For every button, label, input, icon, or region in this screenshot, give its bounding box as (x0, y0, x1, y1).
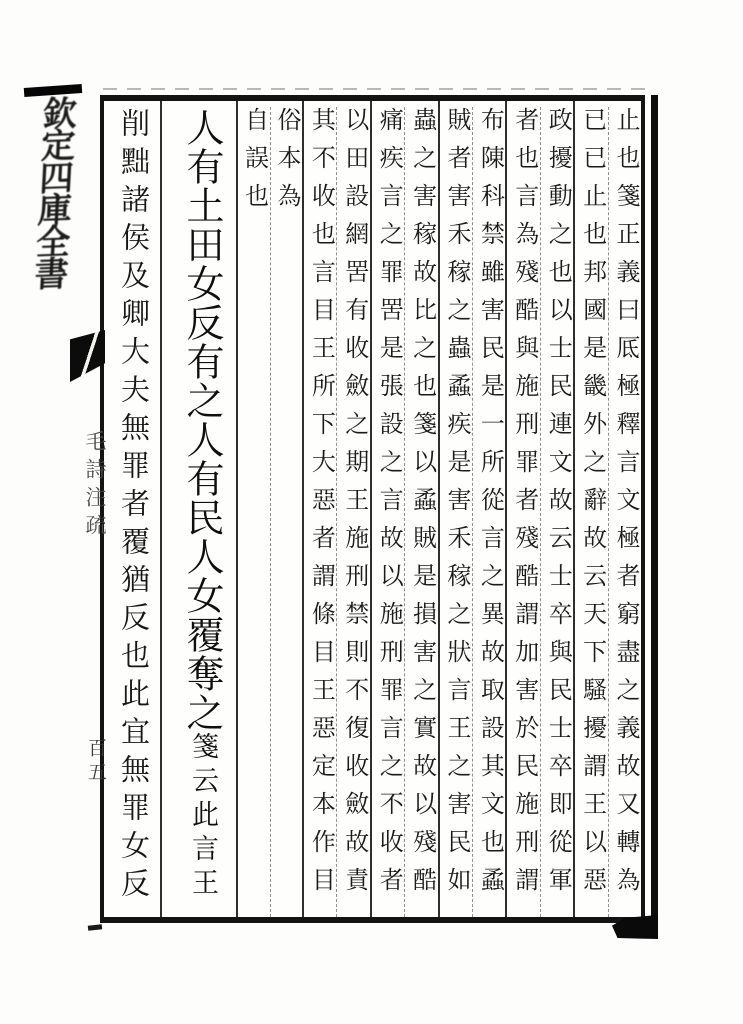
volume-label: 欽定四庫全書 (27, 95, 78, 289)
commentary-column (304, 101, 372, 917)
commentary-column (238, 101, 304, 917)
commentary-subcolumn-left: 者也言為殘酷與施刑罪者殘酷謂加害於民施刑謂 (510, 107, 539, 905)
scripture-text: 人有土田女反有之人有民人女覆奪之 (180, 108, 224, 732)
commentary-subcolumn-left: 其不收也言目王所下大惡者謂條目王惡定本作目 (307, 107, 336, 905)
fishtail-mark (70, 330, 105, 382)
commentary-subcolumn-left: 自誤也 (240, 107, 269, 221)
page-edge-line (103, 88, 649, 90)
commentary-subcolumn-left: 已已止也邦國是畿外之辭故云天下騷擾謂王以惡 (578, 107, 607, 905)
commentary-subcolumn-right: 政擾動之也以士民連文故云士卒與民士卒即從軍 (540, 107, 573, 917)
scripture-note-text: 箋云此言王 (187, 732, 218, 902)
commentary-subcolumn-left: 痛疾言之罪罟是張設之言故以施刑罪言之不收者 (375, 107, 404, 905)
fold-mark (88, 924, 102, 930)
commentary-subcolumn-right: 止也箋正義曰厎極釋言文極者窮盡之義故又轉為 (608, 107, 641, 917)
text-frame (100, 95, 645, 923)
spine-title: 毛詩注疏 (83, 430, 107, 542)
commentary-column (372, 101, 440, 917)
page-number: 百五 (85, 738, 107, 786)
binding-edge-band (651, 95, 658, 923)
spine-area (0, 0, 107, 1024)
commentary-column (507, 101, 575, 917)
commentary-subcolumn-right: 俗本為 (270, 107, 303, 917)
commentary-column (575, 101, 641, 917)
scripture-column (162, 101, 238, 917)
commentary-subcolumn-right: 以田設網罟有收斂之期王施刑禁則不復收斂故責 (336, 107, 369, 917)
commentary-column (440, 101, 508, 917)
annotation-column: 削黜諸侯及卿大夫無罪者覆猶反也此宜無罪女反 (104, 101, 162, 917)
commentary-subcolumn-right: 蟲之害稼故比之也箋以蟊賊是損害之實故以殘酷 (404, 107, 437, 917)
commentary-subcolumn-left: 賊者害禾稼之蟲蟊疾是害禾稼之狀言王之害民如 (442, 107, 471, 905)
commentary-subcolumn-right: 布陳科禁雖害民是一所從言之異故取設其文也蟊 (472, 107, 505, 917)
